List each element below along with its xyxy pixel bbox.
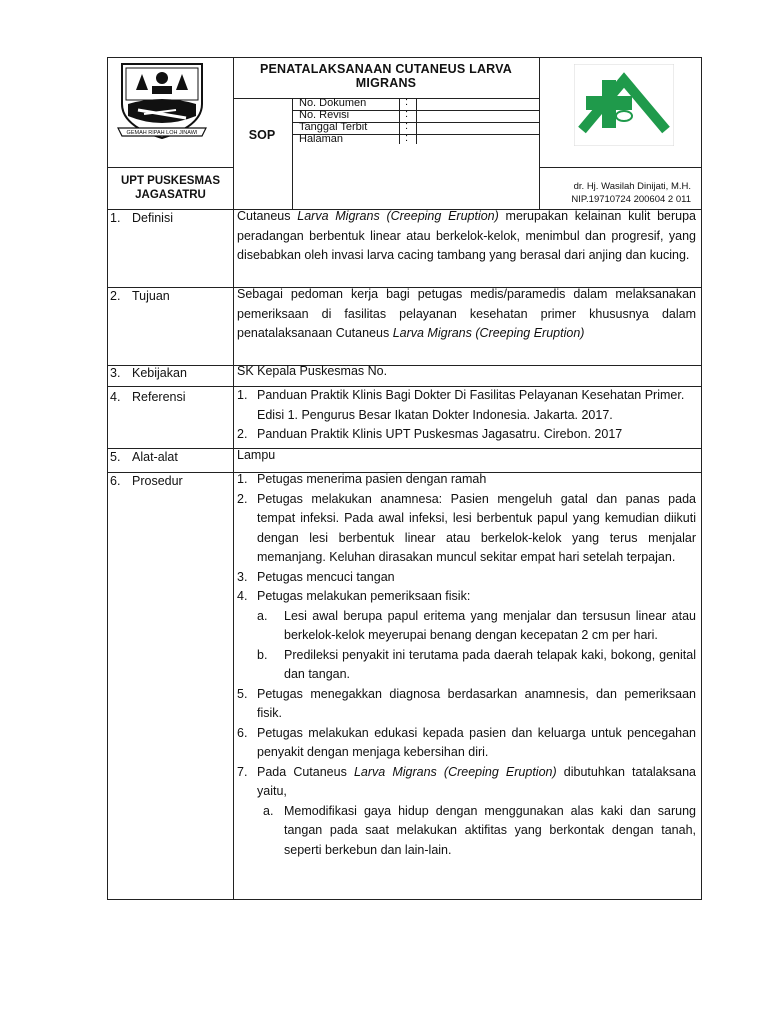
section-text-alat: Lampu — [237, 448, 276, 462]
meta-halaman: Halaman : — [299, 132, 409, 145]
list-item: 2. Petugas melakukan anamnesa: Pasien mengeluh gatal dan panas pada tempat infeksi. Pada awal infeksi, lesi berbentuk papul yang kemudian diikuti dengan lesi berbentuk linear atau berkelok-kelok yang terus menjalar memanjang. Keluhan dirasakan muncul sekitar empat hari setelah terpajan. — [237, 491, 696, 564]
section-label-referensi: 4. Referensi — [110, 390, 186, 404]
list-item: 6. Petugas melakukan edukasi kepada pasien dan keluarga untuk pencegahan penyakit dengan menjaga kebersihan diri. — [237, 725, 696, 759]
regency-crest-logo — [116, 60, 208, 142]
section-text-tujuan: Sebagai pedoman kerja bagi petugas medis/paramedis dalam melaksanakan pemeriksaan di fasilitas pelayanan kesehatan primer khususnya dalam penatalaksanaan Cutaneus Larva Migrans (Creeping Eruption) — [237, 287, 696, 340]
section-list-referensi — [237, 386, 696, 445]
section-text-kebijakan: SK Kepala Puskesmas No. — [237, 364, 388, 378]
list-item: a. Memodifikasi gaya hidup dengan menggunakan alas kaki dan sarung tangan pada saat melakukan aktifitas yang berkontak dengan tanah, seperti berkebun dan lain-lain. — [263, 803, 696, 857]
document-title: PENATALAKSANAAN CUTANEUS LARVA MIGRANS — [259, 62, 513, 90]
section-label-kebijakan: 3. Kebijakan — [110, 366, 187, 380]
section-label-tujuan: 2. Tujuan — [110, 289, 170, 303]
sop-label: SOP — [248, 128, 276, 142]
meta-no-revisi: No. Revisi : — [299, 108, 409, 121]
list-item: 2. Panduan Praktik Klinis UPT Puskesmas Jagasatru. Cirebon. 2017 — [237, 427, 623, 441]
meta-no-dokumen: No. Dokumen : — [299, 96, 409, 109]
signer-name: dr. Hj. Wasilah Dinijati, M.H. — [573, 181, 691, 192]
svg-text:GEMAH RIPAH LOH JINAWI: GEMAH RIPAH LOH JINAWI — [126, 130, 198, 136]
list-item: 7. Pada Cutaneus Larva Migrans (Creeping Eruption) dibutuhkan tatalaksana yaitu, — [237, 764, 696, 798]
sop-header — [107, 57, 702, 210]
list-item: 1. Petugas menerima pasien dengan ramah — [237, 472, 487, 486]
meta-tanggal-terbit: Tanggal Terbit : — [299, 120, 409, 133]
list-item: a. Lesi awal berupa papul eritema yang menjalar dan tersusun linear atau berkelok-kelok meyerupai benang dengan kecepatan 2 cm per hari. — [257, 608, 696, 642]
section-text-definisi: Cutaneus Larva Migrans (Creeping Eruption) merupakan kelainan kulit berupa peradangan berbentuk linear atau berkelok-kelok, menimbul dan progresif, yang disebabkan oleh invasi larva cacing tambang yang berasal dari anjing dan kucing. — [237, 209, 696, 262]
organization-name: UPT PUSKESMAS JAGASATRU — [120, 175, 221, 201]
section-list-prosedur — [237, 470, 696, 860]
list-item: 5. Petugas menegakkan diagnosa berdasarkan anamnesis, dan pemeriksaan fisik. — [237, 686, 696, 720]
section-label-definisi: 1. Definisi — [110, 211, 173, 225]
signer-nip: NIP.19710724 200604 2 011 — [571, 194, 691, 205]
list-item: 1. Panduan Praktik Klinis Bagi Dokter Di Fasilitas Pelayanan Kesehatan Primer. Edisi 1. Pengurus Besar Ikatan Dokter Indonesia. Jakarta. 2017. — [237, 388, 685, 422]
sop-content-table — [107, 210, 702, 900]
section-label-alat: 5. Alat-alat — [110, 450, 178, 464]
list-item: 3. Petugas mencuci tangan — [237, 569, 395, 584]
list-item: b. Predileksi penyakit ini terutama pada daerah telapak kaki, bokong, genital dan tangan. — [257, 647, 696, 681]
puskesmas-logo — [574, 64, 674, 146]
list-item: 4. Petugas melakukan pemeriksaan fisik: — [237, 589, 471, 603]
section-label-prosedur: 6. Prosedur — [110, 474, 183, 488]
signatory — [571, 180, 691, 206]
